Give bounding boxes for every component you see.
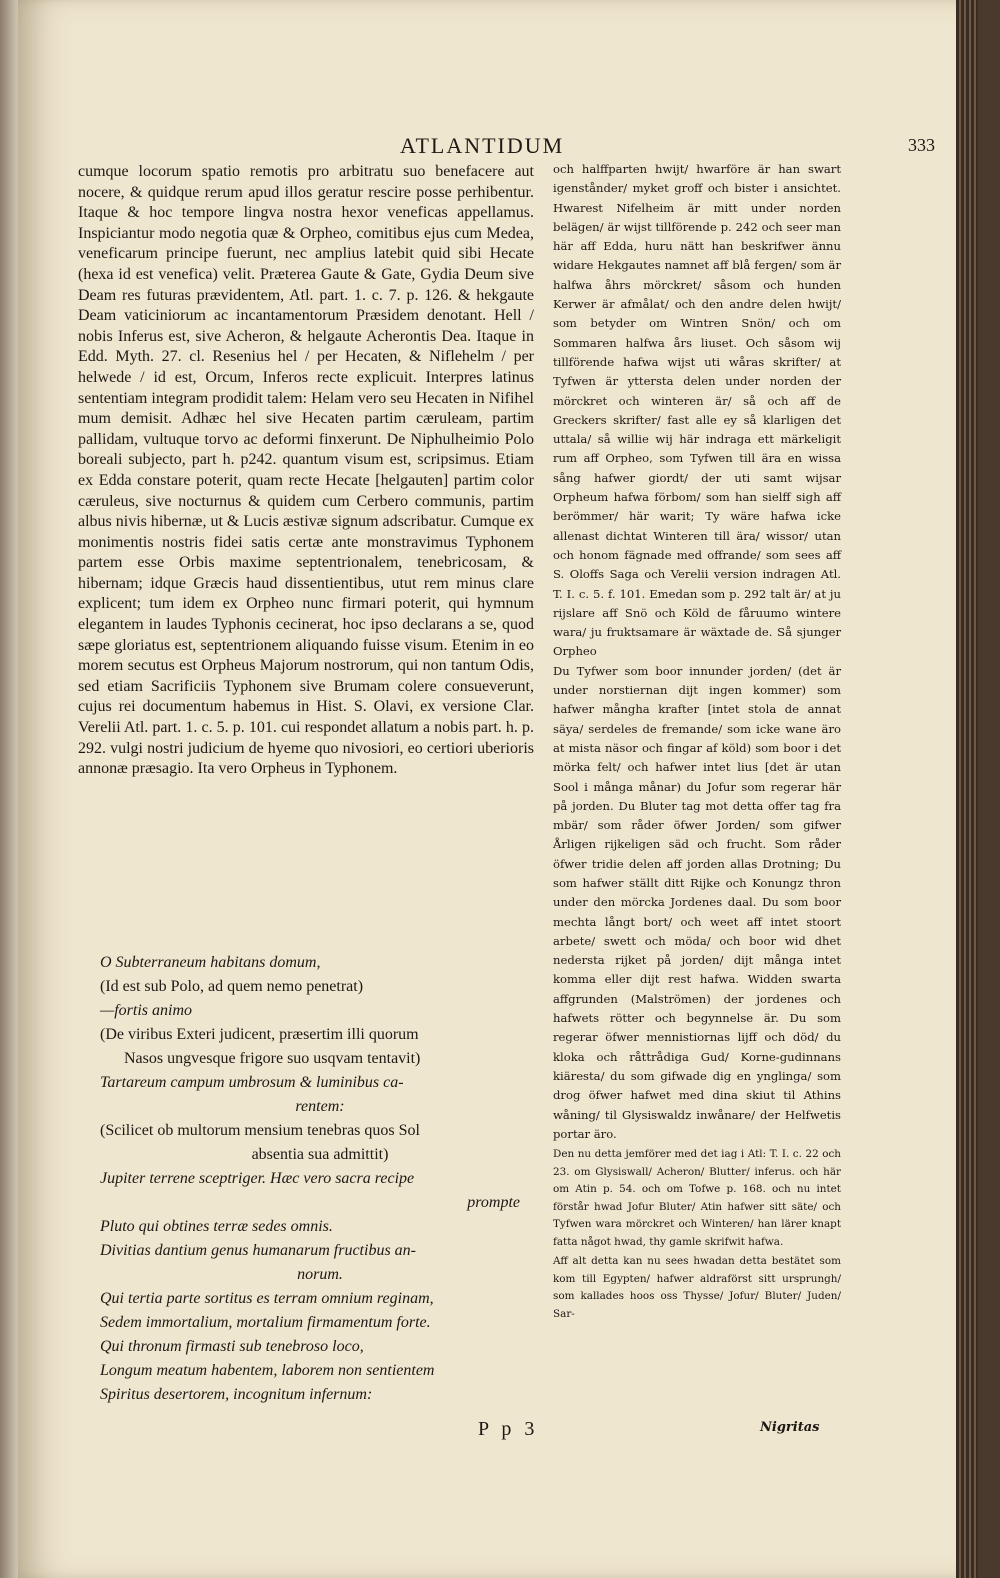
- verse-line: Nasos ungvesque frigore suo usqvam tentavit): [124, 1050, 421, 1067]
- verse-line: Spiritus desertorem, incognitum infernum:: [100, 1386, 373, 1403]
- verse-line: O Subterraneum habitans domum,: [100, 954, 321, 971]
- verse-line: Longum meatum habentem, laborem non sentientem: [100, 1362, 435, 1379]
- verse-line: Qui thronum firmasti sub tenebroso loco,: [100, 1338, 364, 1355]
- swedish-paragraph: och halffparten hwijt/ hwarföre är han swart igenstånder/ myket groff och bister i ansichtet. Hwarest Nifelheim är mitt under norden belägen/ är wijst tillförende p. 242 och seer man här aff Edda, huru nätt han beskrifwer ännu widare Hekgautes namnet aff blå fergen/ som är halfwa åhrs mörckret/ såsom och hunden Kerwer är afmålat/ och den andre delen hwijt/ som betyder om Wintren Snön/ och om Sommaren halfwa års liuset. Och såsom wij tillförende hafwa wijst uti wåras skrifter/ at Tyfwen är yttersta delen under norden der mörckret och winteren är/ så och aff de Greckers skrifter/ fast alle ey så klarligen det uttala/ så willie wij här indraga ett märkeligit rum aff Orpheo, som Tyfwen till ära en wissa sång hafwer giordt/ der uti samt wijsar Orpheum hafwa förbom/ som han sielff sigh aff berömmer/ här warit; Ty wäre hafwa icke allenast dichtat Winteren till ära/ wissor/ utan och honom fägnade med offrande/ som sees aff S. Oloffs Saga och Verelii version indragen Atl. T. I. c. 5. f. 101. Emedan som p. 292 talt är/ at ju rijslare aff Snö och Köld de fåruumo wintere wara/ ju fruktsamare är wäxtade de. Så sjunger Orpheo: [553, 162, 841, 659]
- verse-line: Divitias dantium genus humanarum fructibus an-: [100, 1242, 416, 1259]
- verse-line: —fortis animo: [100, 1002, 193, 1019]
- page-edges: [956, 0, 978, 1578]
- verse-line: (Id est sub Polo, ad quem nemo penetrat): [100, 978, 364, 995]
- verse-line: Sedem immortalium, mortalium firmamentum forte.: [100, 1314, 431, 1331]
- page-header: [60, 133, 960, 163]
- catchword: Nigritas: [760, 1420, 820, 1435]
- swedish-note: Den nu detta jemförer med det iag i Atl: T. I. c. 22 och 23. om Glysiswall/ Acheron/ Blutter/ inferus. och här om Atin p. 54. och om Tofwe p. 168. och nu intet förstår hwad Jofur Bluter/ Atin hafwer sitt säte/ och Tyfwen wara mörckret och Winteren/ han lärer knapt fatta något hwad, thy gamle skrifwit hafwa.: [553, 1148, 841, 1248]
- verse-line: Tartareum campum umbrosum & luminibus ca-: [100, 1074, 404, 1091]
- verse-line: rentem:: [295, 1098, 345, 1115]
- signature-mark: P p 3: [478, 1418, 539, 1440]
- latin-column: [78, 162, 534, 780]
- swedish-column: [553, 160, 841, 1323]
- verse-line: Pluto qui obtines terræ sedes omnis.: [100, 1218, 333, 1235]
- orphic-hymn-verse: [100, 952, 540, 1408]
- swedish-hymn-paragraph: Du Tyfwer som boor innunder jorden/ (det är under norstiernan dijt ingen kommer) som hafwer mångha krafter [intet stola de annat säya/ serdeles de fremande/ som icke wane äro at mista näsor och fingar af köld) som boor i det mörka felt/ och hafwer intet lius [det är utan Sool i många månar) du Jofur som regerar här på jorden. Du Bluter tag mot detta offer tag fra mbär/ som råder öfwer Jorden/ som gifwer Årligen rijkeligen säd och frucht. Som råder öfwer tridie delen aff jorden allas Drotning; Du som hafwer ställt ditt Rijke och Konungz thron under den mörcka Jordenes daal. Du som boor mechta långt bort/ och weet aff intet stoort arbete/ swett och möda/ och boor wid dhet nedersta rijket på jorden/ dijt många intet komma eller dijt rest hafwa. Widden swarta affgrunden (Malströmen) der jordenes och hafwets rötter och begynnelse är. Du som regerar öfwer mennistiornas lijff och död/ du kloka och råttrådiga Gud/ Korne-gudinnans kiäresta/ du som gifwade dig en ynglinga/ som drog öfwer hafwet med dina skiut til Athins wåning/ til Glysiswaldz inwånare/ der Helfwetis portar äro.: [553, 663, 841, 1141]
- verse-line: prompte: [467, 1194, 520, 1211]
- verse-line: norum.: [297, 1266, 343, 1283]
- swedish-note: Aff alt detta kan nu sees hwadan detta bestätet som kom till Egypten/ hafwer aldraförst sitt ursprungh/ som kallades hoos oss Thysse/ Jofur/ Bluter/ Juden/ Sar-: [553, 1255, 841, 1320]
- running-title: ATLANTIDUM: [400, 133, 565, 158]
- verse-line: (De viribus Exteri judicent, præsertim illi quorum: [100, 1026, 419, 1043]
- verse-line: absentia sua admittit): [251, 1146, 389, 1163]
- verse-line: Qui tertia parte sortitus es terram omnium reginam,: [100, 1290, 434, 1307]
- verse-line: (Scilicet ob multorum mensium tenebras quos Sol: [100, 1122, 420, 1139]
- page-number: 333: [908, 135, 935, 155]
- verse-line: Jupiter terrene sceptriger. Hæc vero sacra recipe: [100, 1170, 415, 1187]
- latin-paragraph: cumque locorum spatio remotis pro arbitratu suo benefacere aut nocere, & quidque rerum apud illos geratur rescire posse perhibentur. Itaque & hoc tempore lingva nostra hexor veneficas appellamus. Inspiciantur modo negotia quæ & Orpheo, comitibus ejus cum Medea, veneficarum principe fuerunt, nec amplius latebit quid sibi Hecate (hexa id est venefica) velit. Præterea Gaute & Gate, Gydia Deum sive Deam res futuras prævidentem, Atl. part. 1. c. 7. p. 126. & hekgaute Deam vaticiniorum ac incantamentorum Præsidem denotant. Hell / nobis Inferus est, sive Acheron, & helgaute Acherontis Dea. Itaque in Edd. Myth. 27. cl. Resenius hel / per Hecaten, & Niflehelm / per helwede / id est, Orcum, Inferos recte explicuit. Interpres latinus sententiam integram prodidit talem: Helam vero seu Hecaten in Nifihel mum demisit. Adhæc hel sive Hecaten partim cæruleam, partim pallidam, vultuque torvo ac deformi finxerunt. De Niphulheimio Polo boreali subjecto, part h. p242. quantum visum est, scripsimus. Etiam ex Edda constare poterit, quam recte Hecate [helgauten] partim color cæruleus, sive nocturnus & quidem cum Cerbero communis, partim albus nivis hibernæ, ut & Lucis æstivæ signum adscribatur. Cumque ex monimentis nostris fidei satis certæ ante monstravimus Typhonem partem esse Orbis maxime septentrionalem, tenebricosam, & hibernam; idque Græcis haud dissentientibus, utut rem minus clare explicent; tum idem ex Orpheo nunc firmari poterit, qui hymnum elegantem in laudes Typhonis cecinerat, hoc ipso declarans a se, quod sæpe gloriatus est, septentrionem aliquando fuisse visum. Etenim in eo morem secutus est Orpheus Majorum nostrorum, qui non tantum Odis, sed etiam Sacrificiis Typhonem sive Brumam colere consueverunt, cujus rei documentum habemus in Hist. S. Olavi, ex versione Clar. Verelii Atl. part. 1. c. 5. p. 101. cui respondet allatum a nobis part. h. p. 292. vulgi nostri judicium de hyeme quo nivosiori, eo certiori uberioris annonæ præsagio. Ita vero Orpheus in Typhonem.: [78, 163, 534, 778]
